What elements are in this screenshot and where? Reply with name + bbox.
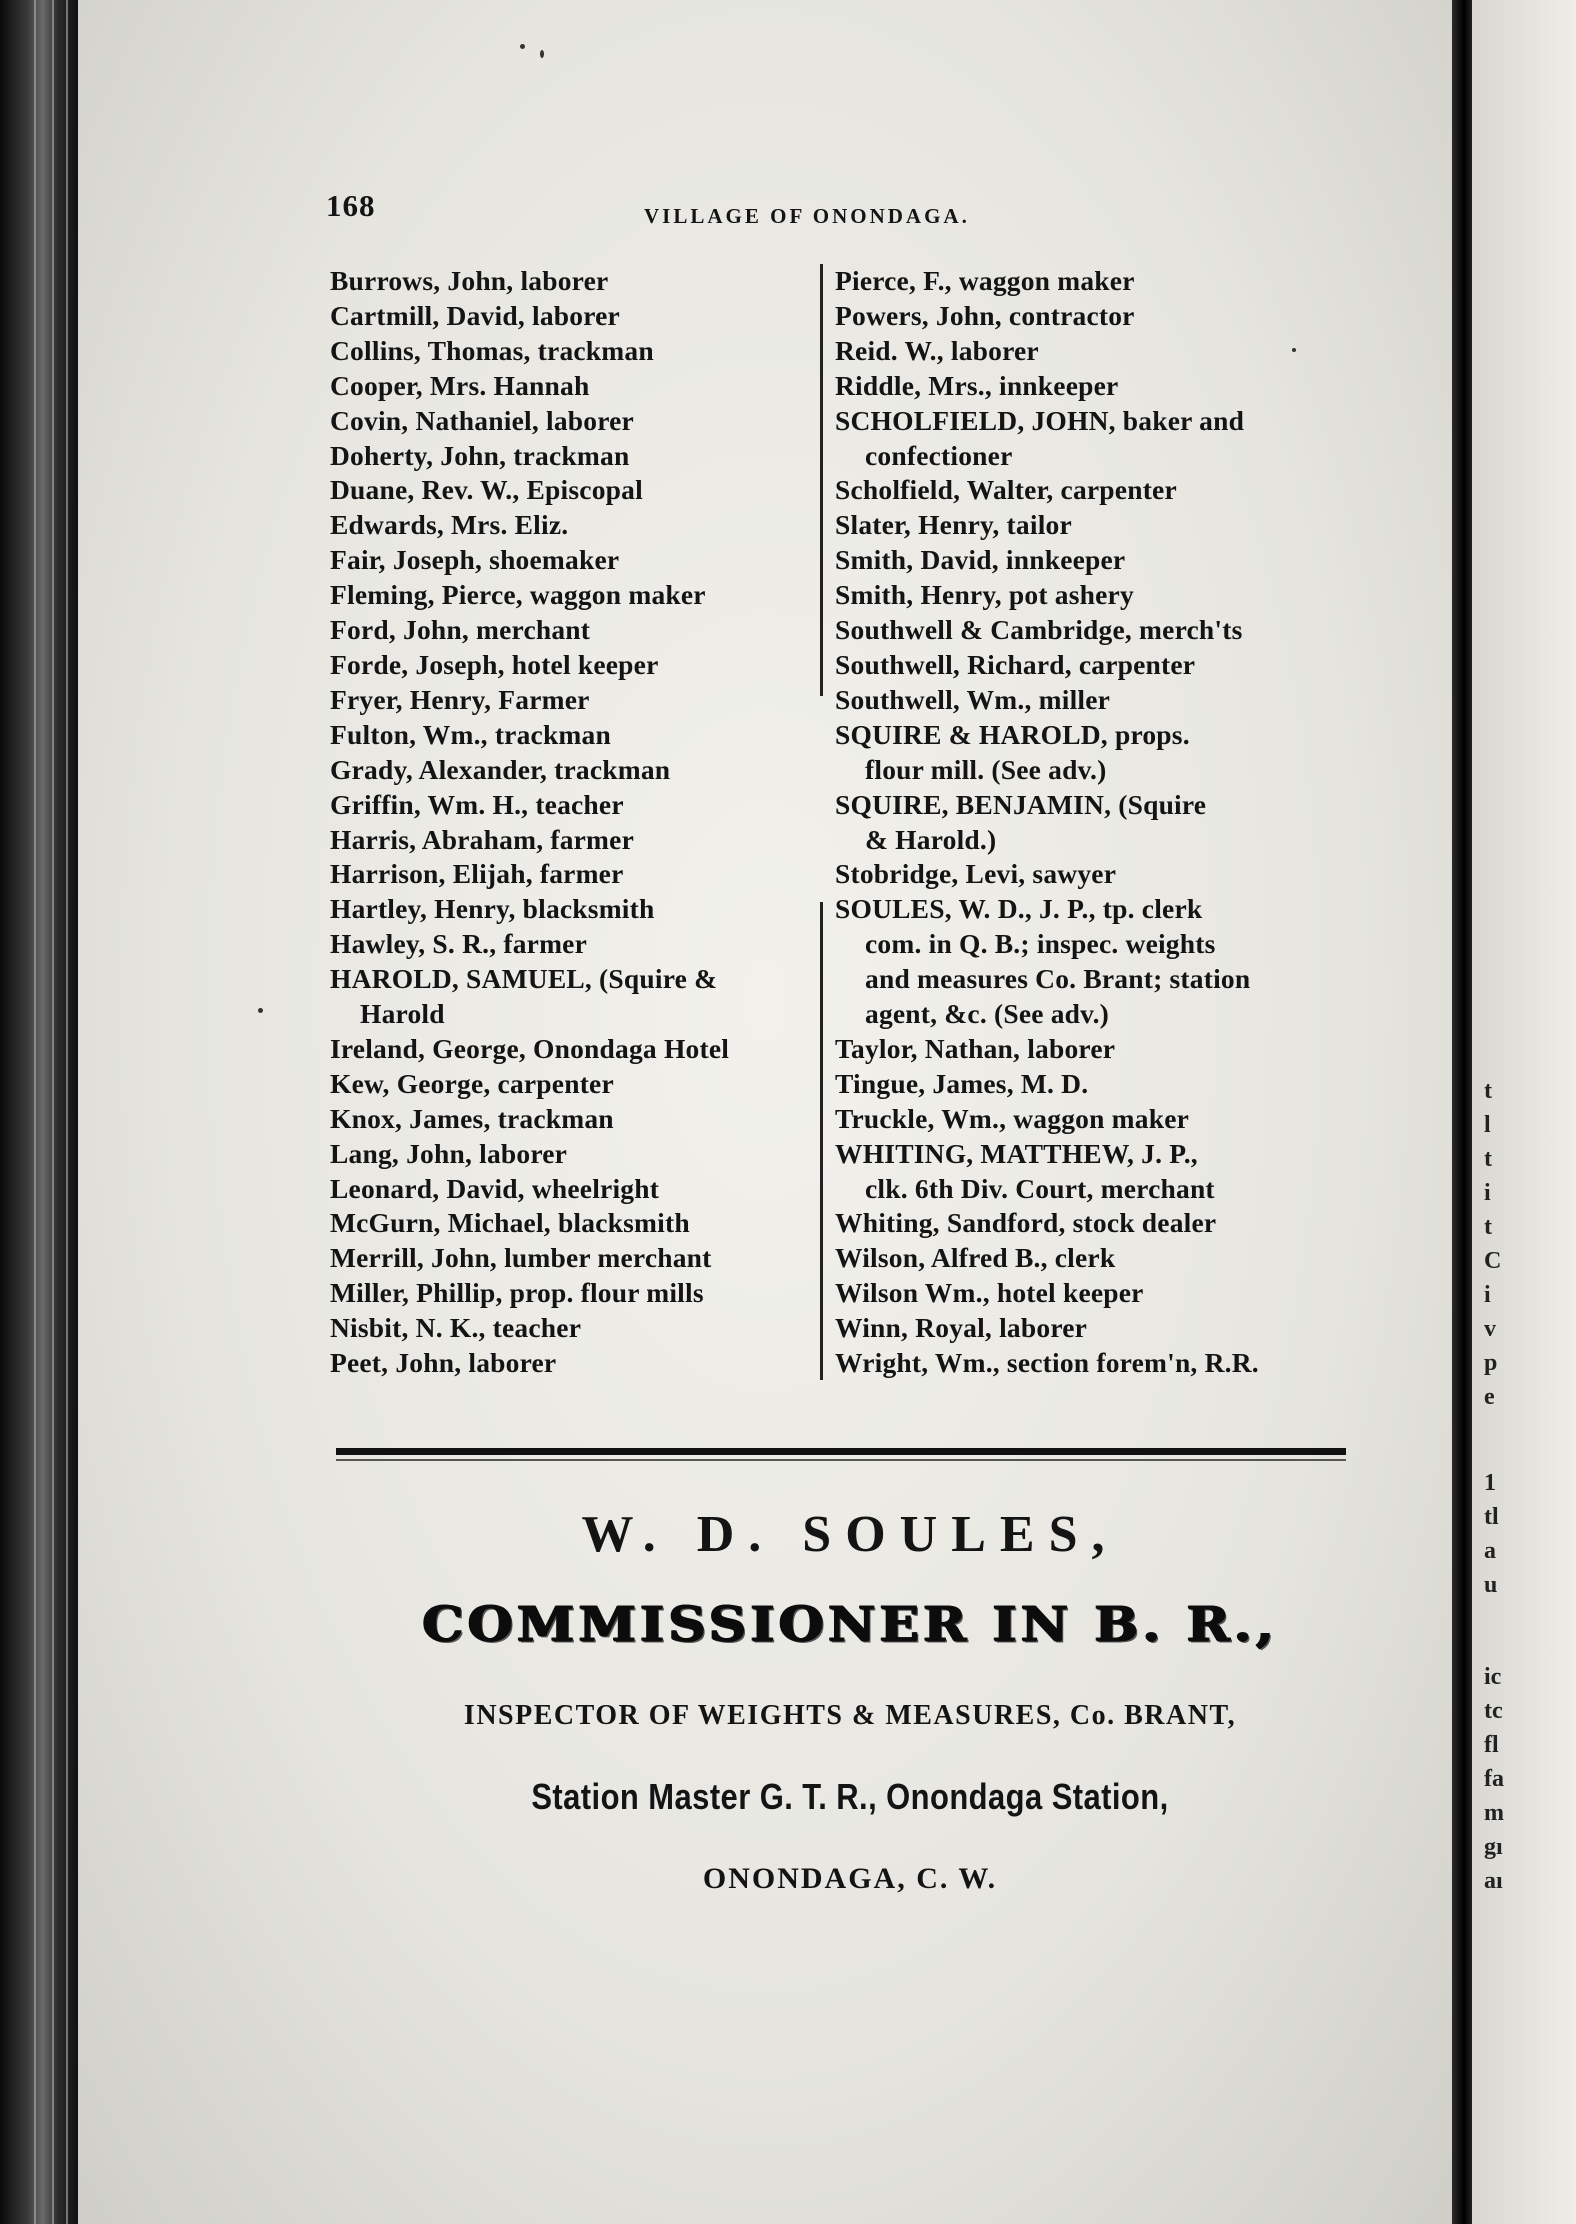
directory-entry-continuation: clk. 6th Div. Court, merchant (865, 1172, 1215, 1204)
directory-entry: Knox, James, trackman (330, 1102, 614, 1134)
directory-entry-continuation: agent, &c. (See adv.) (865, 998, 1110, 1030)
directory-entry-continuation: and measures Co. Brant; station (865, 963, 1251, 995)
directory-entry-continuation: flour mill. (See adv.) (865, 753, 1107, 785)
adjacent-page-fragment: p (1484, 1350, 1498, 1376)
adjacent-page-fragment: 1 (1484, 1470, 1496, 1496)
adjacent-page-fragment: a (1484, 1538, 1496, 1564)
directory-entry: Reid. W., laborer (835, 334, 1039, 366)
page-number: 168 (326, 188, 376, 223)
book-spine-shadow (0, 0, 78, 2224)
directory-entry: Ford, John, merchant (330, 614, 591, 646)
directory-entry: Griffin, Wm. H., teacher (330, 788, 624, 820)
directory-entry: Smith, David, innkeeper (835, 544, 1126, 576)
adjacent-page-fragment: t (1484, 1078, 1492, 1104)
directory-entry: Miller, Phillip, prop. flour mills (330, 1277, 704, 1309)
directory-entry-continuation: confectioner (865, 439, 1013, 471)
directory-entry: Lang, John, laborer (330, 1137, 568, 1169)
directory-entry-continuation: & Harold.) (865, 823, 997, 855)
adjacent-page-fragment: l (1484, 1112, 1491, 1138)
directory-entry: Cooper, Mrs. Hannah (330, 369, 590, 401)
directory-entry: Fulton, Wm., trackman (330, 718, 611, 750)
spine-edge-line (66, 0, 68, 2224)
column-divider (820, 902, 823, 1380)
directory-entry: Merrill, John, lumber merchant (330, 1242, 712, 1274)
running-title: VILLAGE OF ONONDAGA. (644, 204, 970, 228)
directory-entry: Duane, Rev. W., Episcopal (330, 474, 643, 506)
directory-entry: Winn, Royal, laborer (835, 1312, 1088, 1344)
directory-entry: Taylor, Nathan, laborer (835, 1032, 1116, 1064)
adjacent-page-fragment: fl (1484, 1732, 1499, 1758)
speck (540, 50, 544, 58)
adjacent-page-fragment: tc (1484, 1698, 1503, 1724)
directory-entry: Wilson, Alfred B., clerk (835, 1242, 1116, 1274)
directory-entry: Wright, Wm., section forem'n, R.R. (835, 1347, 1259, 1379)
directory-entry: Powers, John, contractor (835, 299, 1135, 331)
directory-entry: Grady, Alexander, trackman (330, 753, 671, 785)
directory-entry: Riddle, Mrs., innkeeper (835, 369, 1119, 401)
directory-entry: Edwards, Mrs. Eliz. (330, 509, 569, 541)
adjacent-page-fragment: ic (1484, 1664, 1502, 1690)
adjacent-page-fragment: t (1484, 1146, 1492, 1172)
directory-entry: Covin, Nathaniel, laborer (330, 404, 634, 436)
directory-entry: Slater, Henry, tailor (835, 509, 1072, 541)
directory-entry: Truckle, Wm., waggon maker (835, 1102, 1190, 1134)
adjacent-page-fragment: m (1484, 1800, 1504, 1826)
directory-entry: Nisbit, N. K., teacher (330, 1312, 582, 1344)
advertisement-station-line: Station Master G. T. R., Onondaga Station, (531, 1776, 1169, 1817)
directory-entry-continuation: com. in Q. B.; inspec. weights (865, 928, 1216, 960)
directory-entry: Southwell, Wm., miller (835, 683, 1111, 715)
directory-entry: Fryer, Henry, Farmer (330, 683, 590, 715)
directory-entry: Harrison, Elijah, farmer (330, 858, 624, 890)
directory-entry: Kew, George, carpenter (330, 1067, 614, 1099)
page-gutter (1452, 0, 1472, 2224)
advertisement-inspector-line: INSPECTOR OF WEIGHTS & MEASURES, Co. BRANT, (463, 1700, 1237, 1731)
adjacent-page-fragment: v (1484, 1316, 1496, 1342)
directory-entry: McGurn, Michael, blacksmith (330, 1207, 690, 1239)
adjacent-page-fragment: gı (1484, 1834, 1503, 1860)
directory-entry: Hawley, S. R., farmer (330, 928, 587, 960)
advertisement-name: W. D. SOULES, (581, 1506, 1119, 1563)
adjacent-page-fragment: C (1484, 1248, 1502, 1274)
directory-entry: Ireland, George, Onondaga Hotel (330, 1032, 730, 1064)
directory-entry: Tingue, James, M. D. (835, 1067, 1089, 1099)
section-separator-rule (336, 1448, 1346, 1461)
directory-entry: Pierce, F., waggon maker (835, 265, 1135, 296)
directory-entry-continuation: Harold (360, 998, 445, 1030)
directory-entry: SOULES, W. D., J. P., tp. clerk (835, 893, 1203, 925)
directory-entry: Burrows, John, laborer (330, 265, 609, 296)
directory-right-column (835, 264, 1335, 1381)
directory-entry: Southwell, Richard, carpenter (835, 648, 1196, 680)
adjacent-page-fragment: i (1484, 1180, 1491, 1206)
directory-entry: Fair, Joseph, shoemaker (330, 544, 620, 576)
directory-entry: Hartley, Henry, blacksmith (330, 893, 655, 925)
directory-entry: Leonard, David, wheelright (330, 1172, 660, 1204)
directory-entry: HAROLD, SAMUEL, (Squire & (330, 963, 718, 995)
directory-entry: SQUIRE & HAROLD, props. (835, 718, 1190, 750)
directory-entry: Southwell & Cambridge, merch'ts (835, 614, 1243, 646)
spine-edge-line (52, 0, 54, 2224)
column-divider (820, 264, 823, 696)
directory-entry: Wilson Wm., hotel keeper (835, 1277, 1144, 1309)
directory-entry: Harris, Abraham, farmer (330, 823, 634, 855)
directory-entry: Fleming, Pierce, waggon maker (330, 579, 706, 611)
directory-entry: SCHOLFIELD, JOHN, baker and (835, 404, 1245, 436)
adjacent-page-fragment: i (1484, 1282, 1491, 1308)
spine-edge-line (34, 0, 36, 2224)
adjacent-page-fragment: u (1484, 1572, 1498, 1598)
directory-entry: WHITING, MATTHEW, J. P., (835, 1137, 1198, 1169)
advertisement-place: ONONDAGA, C. W. (702, 1862, 998, 1895)
directory-entry: Scholfield, Walter, carpenter (835, 474, 1177, 506)
adjacent-page-fragment: aı (1484, 1868, 1503, 1894)
adjacent-page-edge (1472, 0, 1576, 2224)
directory-entry: Stobridge, Levi, sawyer (835, 858, 1117, 890)
directory-entry: Smith, Henry, pot ashery (835, 579, 1134, 611)
directory-left-column (330, 264, 810, 1381)
adjacent-page-fragment: fa (1484, 1766, 1504, 1792)
adjacent-page-fragment: tl (1484, 1504, 1499, 1530)
directory-entry: Whiting, Sandford, stock dealer (835, 1207, 1217, 1239)
speck (258, 1008, 263, 1013)
directory-entry: Collins, Thomas, trackman (330, 334, 654, 366)
directory-entry: Peet, John, laborer (330, 1347, 557, 1379)
speck (1292, 348, 1296, 352)
advertisement-title: COMMISSIONER IN B. R., (422, 1596, 1278, 1653)
speck (520, 44, 525, 49)
directory-entry: SQUIRE, BENJAMIN, (Squire (835, 788, 1207, 820)
directory-entry: Forde, Joseph, hotel keeper (330, 648, 659, 680)
adjacent-page-fragment: e (1484, 1384, 1495, 1410)
adjacent-page-fragment: t (1484, 1214, 1492, 1240)
directory-entry: Doherty, John, trackman (330, 439, 630, 471)
directory-entry: Cartmill, David, laborer (330, 299, 620, 331)
